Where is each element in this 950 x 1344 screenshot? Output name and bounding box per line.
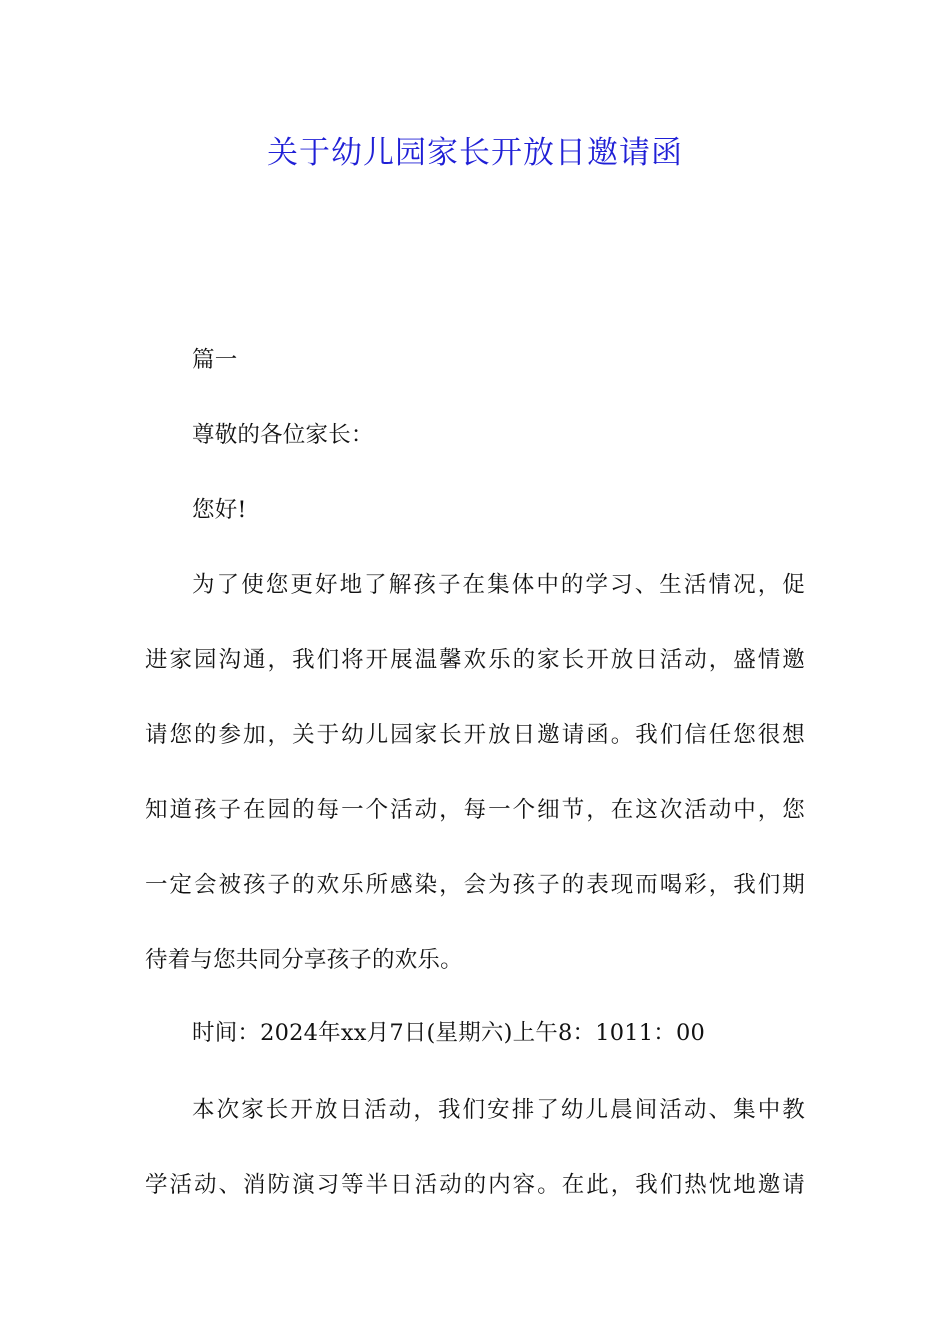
paragraph-1-line: 知道孩子在园的每一个活动，每一个细节，在这次活动中，您 [145, 797, 805, 823]
paragraph-1-line: 进家园沟通，我们将开展温馨欢乐的家长开放日活动，盛情邀 [145, 647, 805, 673]
paragraph-1-line: 待着与您共同分享孩子的欢乐。 [145, 947, 463, 973]
paragraph-2-line: 本次家长开放日活动，我们安排了幼儿晨间活动、集中教 [192, 1097, 805, 1123]
paragraph-1-line: 请您的参加，关于幼儿园家长开放日邀请函。我们信任您很想 [145, 722, 805, 748]
paragraph-2-line: 学活动、消防演习等半日活动的内容。在此，我们热忱地邀请 [145, 1172, 805, 1198]
salutation: 尊敬的各位家长： [192, 422, 374, 448]
section-label: 篇一 [192, 347, 238, 373]
paragraph-1-line: 为了使您更好地了解孩子在集体中的学习、生活情况，促 [192, 572, 805, 598]
document-title: 关于幼儿园家长开放日邀请函 [267, 135, 683, 171]
event-time: 时间：2024年xx月7日(星期六)上午8：1011：00 [192, 1020, 706, 1046]
paragraph-1-line: 一定会被孩子的欢乐所感染，会为孩子的表现而喝彩，我们期 [145, 872, 805, 898]
greeting: 您好! [192, 497, 247, 523]
